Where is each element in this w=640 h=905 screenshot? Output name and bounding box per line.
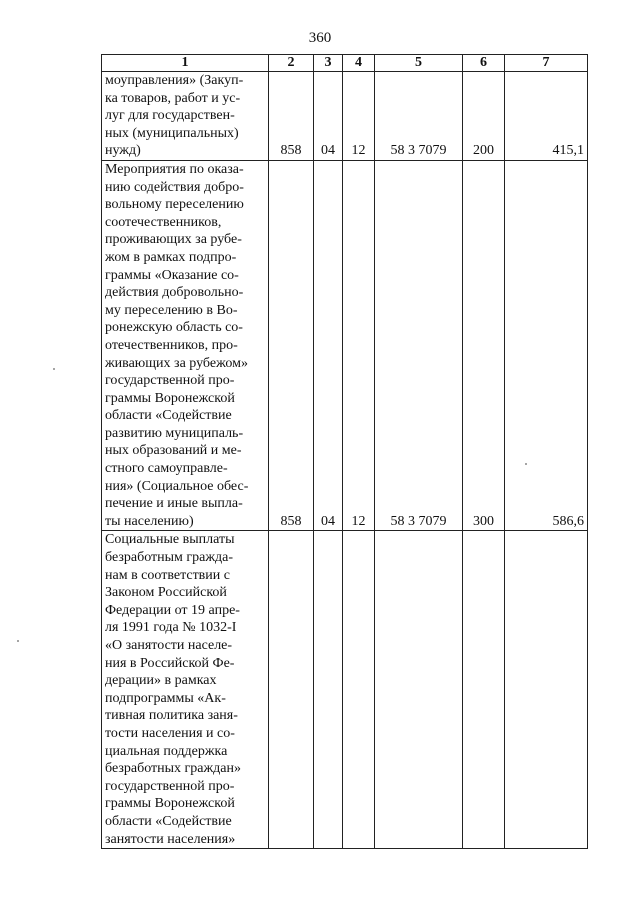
- row-description: моуправления» (Закуп- ка товаров, работ и ус- луг для государствен- ных (муниципальных) нужд): [102, 72, 269, 161]
- row-description: Социальные выплаты безработным гражда- нам в соответствии с Законом Российской Федерации от 19 апре- ля 1991 года № 1032-I «О занятости населе- ния в Российской Фе- дерации» в рамках подпрограммы «Ак- тивная политика заня- тости населения и со- циальная поддержка безработных граждан» государственной про- граммы Воронежской области «Содействие занятости населения»: [102, 531, 269, 849]
- scan-speck: [17, 640, 19, 642]
- table-row: [102, 72, 588, 161]
- header-col-7: 7: [505, 55, 588, 72]
- row-expense-type: 300: [463, 160, 505, 530]
- row-target-article: 58 3 7079: [375, 160, 463, 530]
- row-section-code: 04: [314, 160, 343, 530]
- page-number: 360: [308, 30, 332, 46]
- row-section-code: [314, 531, 343, 849]
- row-subsection-code: 12: [343, 72, 375, 161]
- row-ministry-code: 858: [269, 160, 314, 530]
- row-amount: 415,1: [505, 72, 588, 161]
- row-expense-type: 200: [463, 72, 505, 161]
- header-col-2: 2: [269, 55, 314, 72]
- scan-speck: [53, 368, 55, 370]
- row-section-code: 04: [314, 72, 343, 161]
- row-subsection-code: 12: [343, 160, 375, 530]
- header-col-6: 6: [463, 55, 505, 72]
- header-col-4: 4: [343, 55, 375, 72]
- row-ministry-code: [269, 531, 314, 849]
- budget-table: [101, 54, 588, 849]
- table-row: [102, 160, 588, 530]
- header-row: [102, 55, 588, 72]
- table-row: [102, 531, 588, 849]
- row-target-article: [375, 531, 463, 849]
- row-ministry-code: 858: [269, 72, 314, 161]
- row-subsection-code: [343, 531, 375, 849]
- row-expense-type: [463, 531, 505, 849]
- header-col-3: 3: [314, 55, 343, 72]
- header-col-5: 5: [375, 55, 463, 72]
- scan-speck: [525, 463, 527, 465]
- row-amount: [505, 531, 588, 849]
- row-amount: 586,6: [505, 160, 588, 530]
- row-target-article: 58 3 7079: [375, 72, 463, 161]
- header-col-1: 1: [102, 55, 269, 72]
- row-description: Мероприятия по оказа- нию содействия добро- вольному переселению соотечественников, проживающих за рубе- жом в рамках подпро- граммы «Оказание со- действия добровольно- му переселению в Во- ронежскую область со- отечественников, про- живающих за рубежом» государственной про- граммы Воронежской области «Содействие развитию муниципаль- ных образований и ме- стного самоуправле- ния» (Социальное обес- печение и иные выпла- ты населению): [102, 160, 269, 530]
